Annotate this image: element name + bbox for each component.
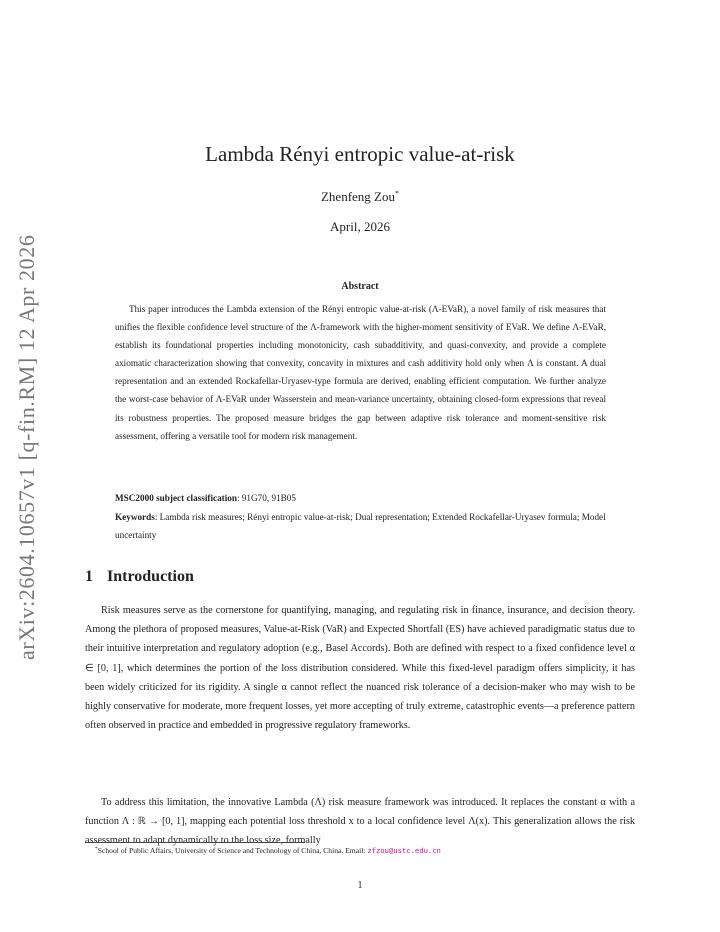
keywords-value: : Lambda risk measures; Rényi entropic value-at-risk; Dual representation; Extended Rockafellar-Uryasev formula; Model uncertainty (115, 512, 606, 541)
section-heading (85, 568, 194, 586)
abstract-heading: Abstract (341, 281, 379, 292)
author-name: Zhenfeng Zou (320, 189, 395, 204)
footnote-divider (85, 842, 305, 843)
keywords (115, 508, 606, 544)
msc-value: : 91G70, 91B05 (236, 493, 296, 503)
email-link[interactable]: zfzou@ustc.edu.cn (367, 846, 441, 855)
publication-date: April, 2026 (330, 219, 390, 234)
arxiv-identifier: arXiv:2604.10657v1 [q-fin.RM] 12 Apr 2026 (14, 234, 39, 660)
page-number: 1 (357, 880, 363, 891)
author-line (0, 189, 720, 205)
section-title: Introduction (107, 568, 194, 585)
paragraph: To address this limitation, the innovative Lambda (Λ) risk measure framework was introduced. It replaces the constant α with a function Λ : ℝ → [0, 1], mapping each potential loss threshold x to a local confidence level Λ(x). This generalization allows the risk assessment to adapt dynamically to the loss size, formally (85, 797, 635, 847)
msc-label: MSC2000 subject classification (115, 493, 237, 503)
section-number: 1 (85, 568, 93, 585)
footnote (95, 846, 655, 855)
footnote-text: School of Public Affairs, University of Science and Technology of China, China. Email: (97, 846, 368, 855)
paragraph: Risk measures serve as the cornerstone for quantifying, managing, and regulating risk in finance, insurance, and decision theory. Among the plethora of proposed measures, Value-at-Risk (VaR) and Expected Shortfall (ES) have achieved paradigmatic status due to their intuitive interpretation and regulatory adoption (e.g., Basel Accords). Both are defined with respect to a fixed confidence level α ∈ [0, 1], which determines the portion of the loss distribution considered. While this fixed-level paradigm offers simplicity, it has been widely criticized for its rigidity. A single α cannot reflect the nuanced risk tolerance of a decision-maker who may wish to be highly conservative for moderate, more frequent losses, yet more accepting of truly extreme, catastrophic events—a preference pattern often observed in practice and embedded in progressive regulatory frameworks. (85, 605, 635, 732)
author-footnote-mark: * (395, 189, 399, 198)
footnote-mark: * (95, 846, 98, 852)
paper-title: Lambda Rényi entropic value-at-risk (205, 142, 515, 166)
abstract-text: This paper introduces the Lambda extension of the Rényi entropic value-at-risk (Λ-EVaR), a novel family of risk measures that unifies the flexible confidence level structure of the Λ-framework with the higher-moment sensitivity of EVaR. We define Λ-EVaR, establish its foundational properties including monotonicity, cash subadditivity, and quasi-convexity, and provide a complete axiomatic characterization showing that convexity, concavity in mixtures and cash additivity hold only when Λ is constant. A dual representation and an extended Rockafellar-Uryasev-type formula are derived, enabling efficient computation. We further analyze the worst-case behavior of Λ-EVaR under Wasserstein and mean-variance uncertainty, obtaining closed-form expressions that reveal its robustness properties. The proposed measure bridges the gap between adaptive risk tolerance and moment-sensitive risk assessment, offering a versatile tool for modern risk management. (115, 304, 606, 441)
keywords-label: Keywords (115, 512, 155, 522)
msc-classification (115, 489, 606, 507)
